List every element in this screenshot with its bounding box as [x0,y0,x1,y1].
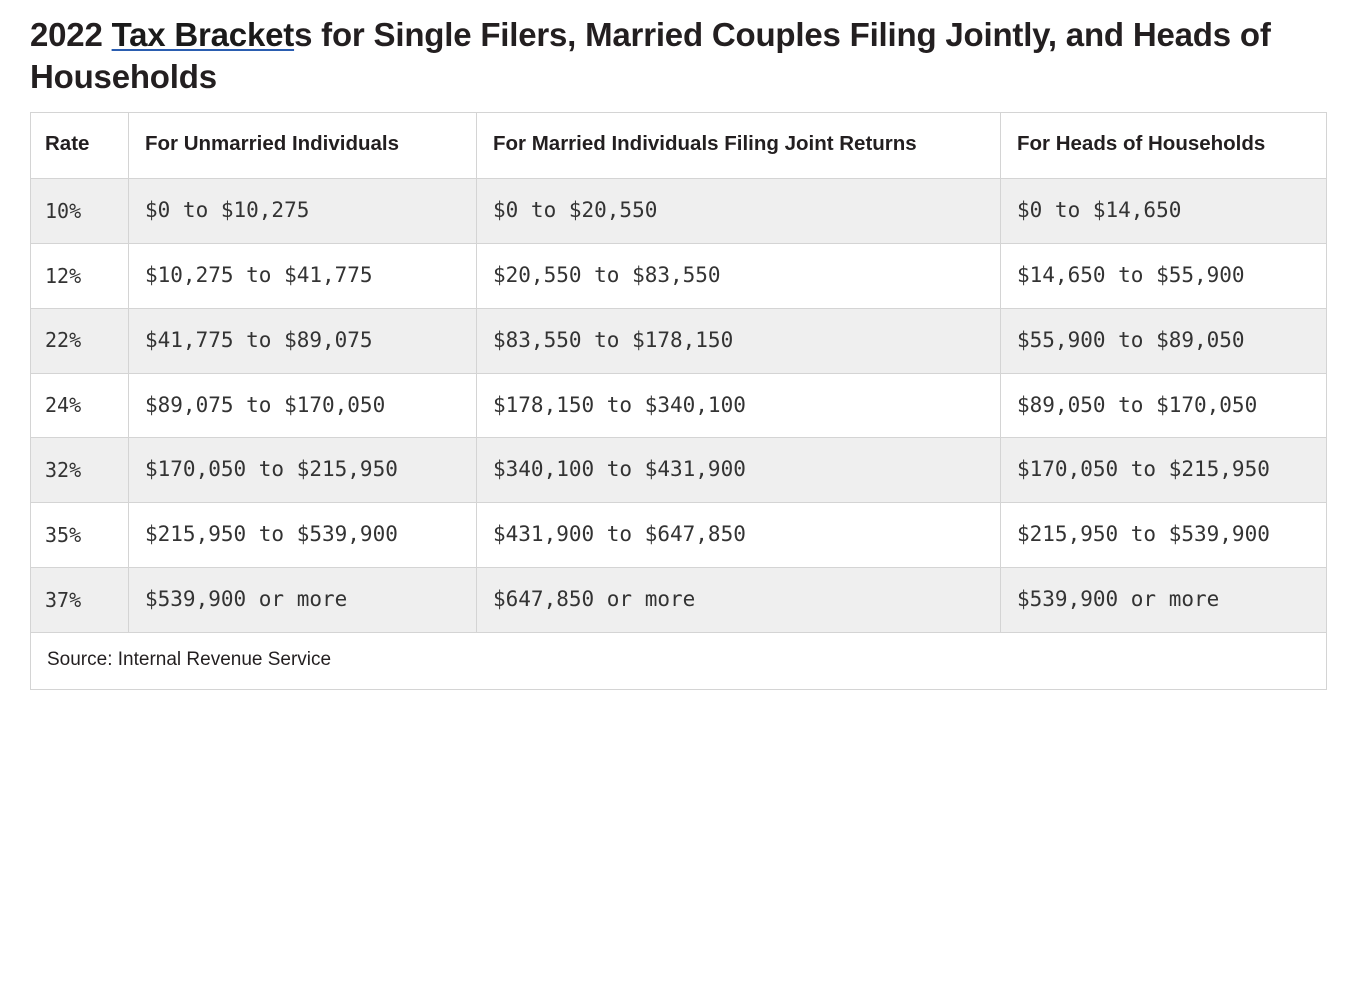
cell-unmarried: $0 to $10,275 [129,179,477,244]
column-header-rate: Rate [31,113,129,179]
table-row [31,179,1327,244]
cell-head: $14,650 to $55,900 [1001,243,1327,308]
cell-rate: 32% [31,438,129,503]
table-row [31,373,1327,438]
cell-rate: 37% [31,567,129,632]
cell-unmarried: $10,275 to $41,775 [129,243,477,308]
table-body [31,179,1327,633]
column-header-heads-of-households: For Heads of Households [1001,113,1327,179]
cell-rate: 24% [31,373,129,438]
title-prefix: 2022 [30,16,112,53]
cell-unmarried: $89,075 to $170,050 [129,373,477,438]
cell-joint: $20,550 to $83,550 [477,243,1001,308]
cell-rate: 10% [31,179,129,244]
table-header-row [31,113,1327,179]
cell-head: $539,900 or more [1001,567,1327,632]
cell-unmarried: $539,900 or more [129,567,477,632]
cell-head: $0 to $14,650 [1001,179,1327,244]
cell-head: $55,900 to $89,050 [1001,308,1327,373]
tax-brackets-table [30,112,1327,689]
cell-unmarried: $215,950 to $539,900 [129,503,477,568]
cell-joint: $431,900 to $647,850 [477,503,1001,568]
cell-rate: 22% [31,308,129,373]
cell-rate: 35% [31,503,129,568]
table-footer-row [31,632,1327,689]
source-note: Source: Internal Revenue Service [31,632,1327,689]
cell-joint: $340,100 to $431,900 [477,438,1001,503]
table-row [31,243,1327,308]
table-row [31,438,1327,503]
cell-head: $170,050 to $215,950 [1001,438,1327,503]
column-header-joint: For Married Individuals Filing Joint Returns [477,113,1001,179]
tax-brackets-link[interactable]: Tax Bracket [111,16,295,53]
table-row [31,503,1327,568]
cell-joint: $178,150 to $340,100 [477,373,1001,438]
cell-head: $215,950 to $539,900 [1001,503,1327,568]
table-header [31,113,1327,179]
cell-head: $89,050 to $170,050 [1001,373,1327,438]
table-footer [31,632,1327,689]
page-title [30,14,1320,98]
column-header-unmarried: For Unmarried Individuals [129,113,477,179]
cell-joint: $83,550 to $178,150 [477,308,1001,373]
table-row [31,308,1327,373]
cell-joint: $647,850 or more [477,567,1001,632]
cell-rate: 12% [31,243,129,308]
table-row [31,567,1327,632]
cell-joint: $0 to $20,550 [477,179,1001,244]
cell-unmarried: $41,775 to $89,075 [129,308,477,373]
title-suffix: s for Single Filers, Married Couples Filing Jointly, and Heads of Households [30,16,1271,96]
cell-unmarried: $170,050 to $215,950 [129,438,477,503]
